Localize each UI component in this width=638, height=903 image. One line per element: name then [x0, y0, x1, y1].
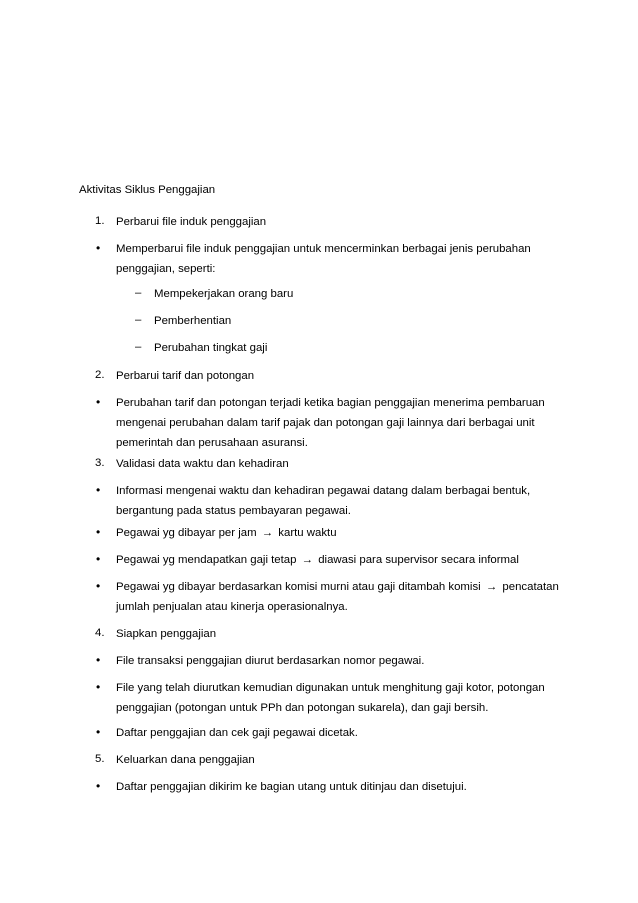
document-title: Aktivitas Siklus Penggajian — [79, 184, 216, 196]
item-text: Memperbarui file induk penggajian untuk mencerminkan berbagai jenis perubahan penggajian, seperti: — [116, 242, 531, 275]
dash-marker: – — [135, 287, 142, 299]
item-text-part: kartu waktu — [278, 526, 337, 539]
arrow-right-icon: → — [301, 553, 314, 566]
item-text-part: diawasi para supervisor secara informal — [318, 553, 519, 566]
item-text: Informasi mengenai waktu dan kehadiran pegawai datang dalam berbagai bentuk, bergantung pada status pembayaran pegawai. — [116, 484, 531, 517]
list-number: 2. — [95, 369, 105, 381]
item-text: Perubahan tingkat gaji — [154, 341, 268, 354]
item-text: Validasi data waktu dan kehadiran — [116, 457, 289, 470]
arrow-right-icon: → — [261, 526, 274, 539]
item-text-part: Pegawai yg mendapatkan gaji tetap — [116, 553, 297, 566]
item-text: Pemberhentian — [154, 314, 232, 327]
item-text — [116, 577, 566, 617]
item-text: Perbarui file induk penggajian — [116, 215, 267, 228]
bullet-marker: • — [96, 779, 101, 793]
item-text: Perubahan tarif dan potongan terjadi ketika bagian penggajian menerima pembaruan mengenai perubahan dalam tarif pajak dan potongan gaji lainnya dari berbagai unit pemerintah dan perusahaan asuransi. — [116, 396, 545, 449]
bullet-marker: • — [96, 395, 101, 409]
item-text: Daftar penggajian dikirim ke bagian utang untuk ditinjau dan disetujui. — [116, 780, 467, 793]
item-text-part: Pegawai yg dibayar berdasarkan komisi murni atau gaji ditambah komisi — [116, 580, 481, 593]
bullet-marker: • — [96, 680, 101, 694]
item-text: Keluarkan dana penggajian — [116, 753, 255, 766]
arrow-right-icon: → — [485, 580, 498, 593]
dash-marker: – — [135, 314, 142, 326]
bullet-marker: • — [96, 653, 101, 667]
item-text: File yang telah diurutkan kemudian digunakan untuk menghitung gaji kotor, potongan penggajian (potongan untuk PPh dan potongan sukarela), dan gaji bersih. — [116, 681, 545, 714]
item-text: Siapkan penggajian — [116, 627, 217, 640]
bullet-marker: • — [96, 725, 101, 739]
item-text — [116, 523, 556, 543]
item-text: Mempekerjakan orang baru — [154, 287, 294, 300]
list-number: 1. — [95, 215, 105, 227]
bullet-marker: • — [96, 483, 101, 497]
dash-marker: – — [135, 341, 142, 353]
item-text: Perbarui tarif dan potongan — [116, 369, 255, 382]
list-number: 4. — [95, 627, 105, 639]
bullet-marker: • — [96, 525, 101, 539]
item-text-part: Pegawai yg dibayar per jam — [116, 526, 257, 539]
item-text — [116, 550, 556, 570]
item-text: Daftar penggajian dan cek gaji pegawai dicetak. — [116, 726, 358, 739]
list-number: 5. — [95, 753, 105, 765]
item-text: File transaksi penggajian diurut berdasarkan nomor pegawai. — [116, 654, 425, 667]
bullet-marker: • — [96, 579, 101, 593]
bullet-marker: • — [96, 552, 101, 566]
list-number: 3. — [95, 457, 105, 469]
item-text-part: pencatatan jumlah penjualan atau kinerja operasionalnya. — [116, 580, 559, 613]
bullet-marker: • — [96, 241, 101, 255]
